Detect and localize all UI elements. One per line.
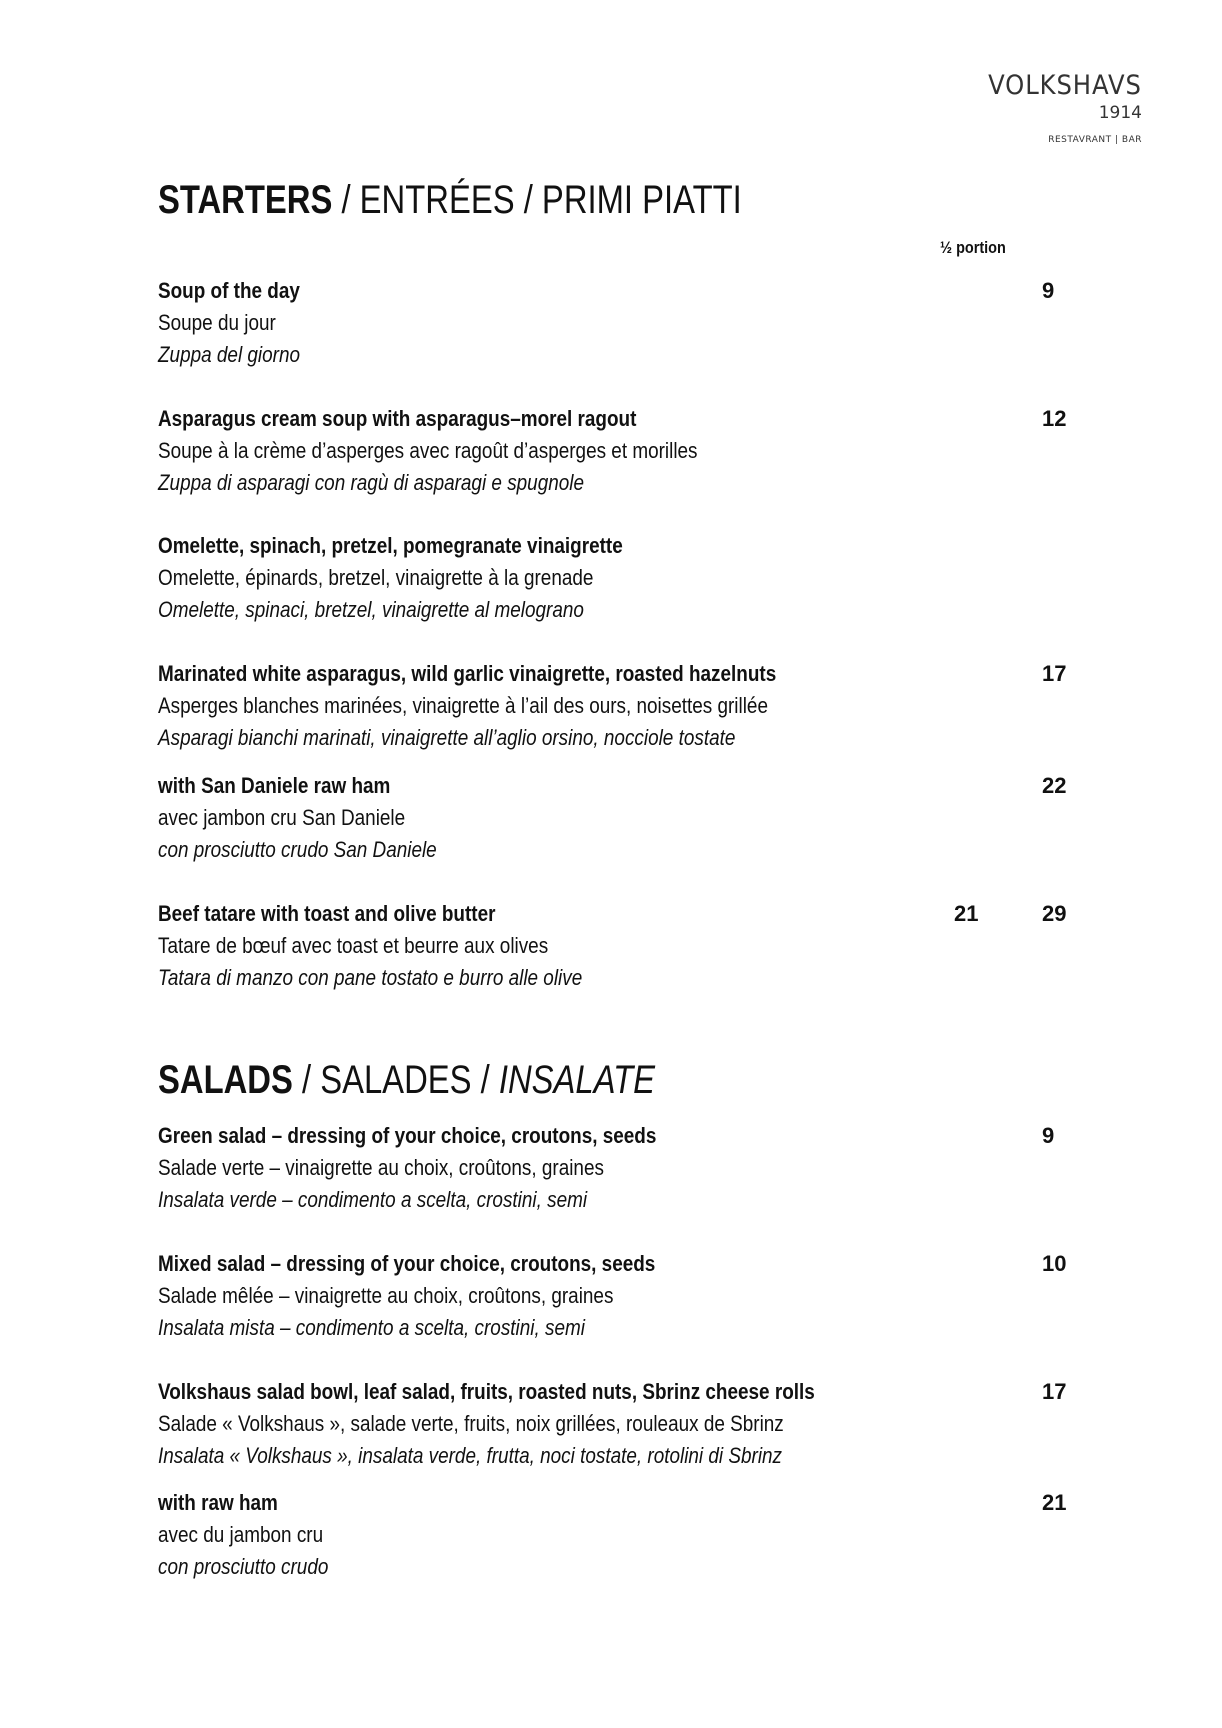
item-name-en: Soup of the day	[158, 278, 300, 303]
item-name-it: Zuppa del giorno	[158, 342, 301, 367]
item-price: 21	[1042, 1490, 1067, 1515]
item-price: 29	[1042, 901, 1067, 926]
menu-item	[158, 770, 1078, 866]
item-name-en: with San Daniele raw ham	[158, 773, 391, 798]
item-name-it: Asparagi bianchi marinati, vinaigrette all’aglio orsino, nocciole tostate	[158, 725, 736, 750]
item-price: 22	[1042, 773, 1067, 798]
menu-item	[158, 1248, 1078, 1344]
item-price-half: 21	[954, 901, 979, 926]
item-name-fr: Tatare de bœuf avec toast et beurre aux olives	[158, 933, 549, 958]
item-name-fr: avec jambon cru San Daniele	[158, 805, 406, 830]
logo-year: 1914	[1098, 103, 1142, 123]
item-price: 12	[1042, 406, 1067, 431]
item-price: 9	[1042, 1123, 1055, 1148]
item-name-fr: Asperges blanches marinées, vinaigrette à l’ail des ours, noisettes grillée	[158, 693, 768, 718]
item-price: 17	[1042, 1379, 1067, 1404]
starters-heading-rest: / ENTRÉES / PRIMI PIATTI	[332, 178, 742, 222]
item-name-en: Asparagus cream soup with asparagus–morel ragout	[158, 406, 637, 431]
salads-heading-strong: SALADS	[158, 1058, 293, 1102]
item-name-en: Omelette, spinach, pretzel, pomegranate vinaigrette	[158, 533, 623, 558]
menu-item	[158, 1487, 1078, 1583]
item-name-en: Marinated white asparagus, wild garlic vinaigrette, roasted hazelnuts	[158, 661, 777, 686]
menu-item	[158, 1376, 1078, 1472]
item-name-fr: Salade « Volkshaus », salade verte, fruits, noix grillées, rouleaux de Sbrinz	[158, 1411, 784, 1436]
item-name-it: Omelette, spinaci, bretzel, vinaigrette al melograno	[158, 597, 584, 622]
logo-name: VOLKSHAVS	[988, 70, 1142, 101]
menu-item	[158, 530, 1078, 626]
item-price: 10	[1042, 1251, 1067, 1276]
item-name-it: Insalata mista – condimento a scelta, crostini, semi	[158, 1315, 585, 1340]
item-name-en: with raw ham	[158, 1490, 278, 1515]
logo-subtitle: RESTAVRANT | BAR	[1048, 135, 1142, 145]
menu-item	[158, 403, 1078, 499]
item-price: 9	[1042, 278, 1055, 303]
menu-item	[158, 1120, 1078, 1216]
salads-heading	[158, 1058, 655, 1103]
item-name-fr: Salade verte – vinaigrette au choix, croûtons, graines	[158, 1155, 604, 1180]
item-name-fr: Salade mêlée – vinaigrette au choix, croûtons, graines	[158, 1283, 614, 1308]
item-price: 17	[1042, 661, 1067, 686]
item-name-it: Insalata « Volkshaus », insalata verde, frutta, noci tostate, rotolini di Sbrinz	[158, 1443, 783, 1468]
menu-item	[158, 898, 1078, 994]
starters-heading-strong: STARTERS	[158, 178, 333, 222]
item-name-fr: Omelette, épinards, bretzel, vinaigrette à la grenade	[158, 565, 594, 590]
salads-heading-italic: INSALATE	[498, 1058, 656, 1102]
item-name-it: Zuppa di asparagi con ragù di asparagi e spugnole	[158, 470, 584, 495]
item-name-en: Mixed salad – dressing of your choice, croutons, seeds	[158, 1251, 656, 1276]
half-portion-label: ½ portion	[940, 238, 1006, 257]
item-name-en: Volkshaus salad bowl, leaf salad, fruits, roasted nuts, Sbrinz cheese rolls	[158, 1379, 815, 1404]
item-name-it: con prosciutto crudo San Daniele	[158, 837, 437, 862]
restaurant-logo	[971, 70, 1142, 145]
menu-item	[158, 658, 1078, 754]
item-name-fr: Soupe du jour	[158, 310, 276, 335]
salads-heading-mid: / SALADES /	[292, 1058, 499, 1102]
item-name-it: Tatara di manzo con pane tostato e burro alle olive	[158, 965, 583, 990]
item-name-en: Green salad – dressing of your choice, croutons, seeds	[158, 1123, 657, 1148]
item-name-it: Insalata verde – condimento a scelta, crostini, semi	[158, 1187, 588, 1212]
menu-item	[158, 275, 1078, 371]
starters-heading	[158, 178, 742, 223]
item-name-it: con prosciutto crudo	[158, 1554, 329, 1579]
item-name-fr: Soupe à la crème d’asperges avec ragoût d’asperges et morilles	[158, 438, 698, 463]
item-name-fr: avec du jambon cru	[158, 1522, 324, 1547]
item-name-en: Beef tatare with toast and olive butter	[158, 901, 496, 926]
